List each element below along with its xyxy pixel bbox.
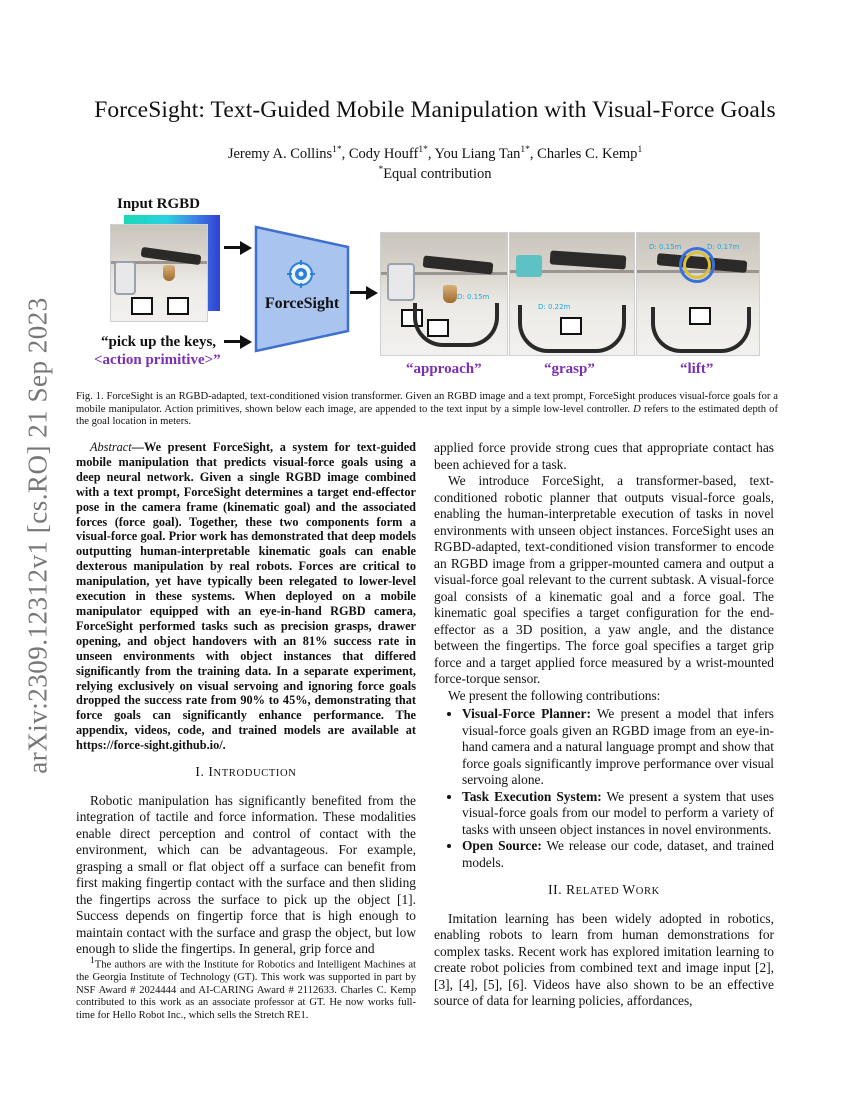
author-affil-mark: 1* <box>520 145 530 155</box>
author-affil-mark: 1 <box>637 145 643 155</box>
contribution-intro-paragraph: We introduce ForceSight, a transformer-based, text-conditioned robotic planner that outputs visual-force goals, enabling the human-interpretable execution of tasks in novel environments with unseen object instances. ForceSight uses an RGBD-adapted, text-conditioned vision transformer to encode an RGBD image from a gripper-mounted camera and output a visual-force goal relevant to the current subtask. A visual-force goal consists of a kinematic goal and a force goal. The kinematic goal specifies a target configuration for the end-effector as a 3D position, a yaw angle, and the distance between the fingertips. The force goal specifies a target grip force and a target applied force measured by a wrist-mounted force-torque sensor. <box>434 473 774 686</box>
output-image-approach <box>380 232 508 356</box>
section-heading-introduction: I. INTRODUCTION <box>195 764 297 780</box>
arxiv-stamp-text: arXiv:2309.12312v1 [cs.RO] 21 Sep 2023 <box>22 296 53 774</box>
output-image-grasp <box>509 232 635 356</box>
author-affil-mark: 1* <box>418 145 428 155</box>
equal-mark: * <box>378 165 384 175</box>
list-item: • Visual-Force Planner: We present a model that infers visual-force goals given an RGBD image from an eye-in-hand camera and a natural language prompt and show that force goals significantly improve performance over visual servoing alone. <box>462 706 774 789</box>
author-affil-mark: 1* <box>332 145 342 155</box>
input-rgbd-label: Input RGBD <box>117 196 200 212</box>
prompt-line-1: “pick up the keys, <box>101 334 217 350</box>
forcesight-model-block <box>254 225 350 353</box>
caption-label: Fig. 1. <box>76 391 104 402</box>
author-name: Jeremy A. Collins <box>227 145 333 162</box>
intro-paragraph: Robotic manipulation has significantly benefited from the integration of tactile and force information. These modalities enable direct perception and control of contact with the environment, which can be advantageous. For example, grasping a small or flat object off a surface can benefit from first making fingertip contact with the surface and then sliding the fingertips across the surface to pick up the object [1]. Success depends on fingertip force that is high enough to maintain contact with the surface and grasp the object, but low enough to slide the fingertips. In general, grip force and <box>76 792 416 957</box>
target-icon <box>287 260 315 288</box>
left-column <box>76 440 416 958</box>
arrow-head-icon <box>366 286 378 300</box>
abstract: Abstract—We present ForceSight, a system for text-guided mobile manipulation that predicts visual-force goals using a deep neural network. Given a single RGBD image combined with a text prompt, ForceSight determines a target end-effector pose in the camera frame (kinematic goal) and the associated forces (force goal). Together, these two components form a visual-force goal. Prior work has demonstrated that deep models outputting human-interpretable kinematic goals can enable dexterous manipulation by real robots. Forces are critical to manipulation, yet have typically been relegated to lower-level execution in these systems. When deployed on a mobile manipulator equipped with an eye-in-hand RGBD camera, ForceSight performed tasks such as precision grasps, drawer opening, and object handovers with an 81% success rate in unseen environments with object instances that differed significantly from the training data. In a separate experiment, relying exclusively on visual servoing and ignoring force goals dropped the success rate from 90% to 45%, demonstrating that force goals can significantly enhance performance. The appendix, videos, code, and trained models are available at https://force-sight.github.io/. <box>76 440 416 753</box>
list-item: • Open Source: We release our code, dataset, and trained models. <box>462 838 774 871</box>
prompt-line-2 <box>94 352 221 369</box>
depth-label: D: 0.17m <box>707 243 740 251</box>
output-image-lift <box>636 232 760 356</box>
output-label-lift: “lift” <box>680 361 714 377</box>
contribution-list <box>434 706 774 871</box>
arrow-head-icon <box>240 241 252 255</box>
output-label-approach: “approach” <box>406 361 482 377</box>
depth-label: D: 0.15m <box>457 293 490 301</box>
figure-caption <box>76 391 778 429</box>
contribution-lead: We present the following contributions: <box>448 687 661 703</box>
abstract-lead: Abstract <box>90 440 132 454</box>
input-rgb-image <box>110 224 208 322</box>
forcesight-label: ForceSight <box>264 295 340 312</box>
intro-continuation: applied force provide strong cues that appropriate contact has been achieved for a task. <box>434 440 774 472</box>
section-heading-related-work: II. RELATED WORK <box>548 882 660 897</box>
related-work-paragraph: Imitation learning has been widely adopted in robotics, enabling robots to learn from human demonstrations for complex tasks. Recent work has explored imitation learning to create robot policies from combined text and image input [2], [3], [4], [5], [6]. Videos have also shown to be an effective source of data for learning policies, affordances, <box>434 910 774 1008</box>
paper-title: ForceSight: Text-Guided Mobile Manipulation with Visual-Force Goals <box>94 97 776 123</box>
list-item: • Task Execution System: We present a system that uses visual-force goals from our model to perform a variety of tasks with unseen object instances in novel environments. <box>462 789 774 839</box>
equal-contribution-note <box>60 165 810 183</box>
equal-text: Equal contribution <box>383 165 492 182</box>
footnote-text: The authors are with the Institute for Robotics and Intelligent Machines at the Georgia Institute of Technology (GT). This work was supported in part by NSF Award # 2024444 and AI-CARING Award # 2112633. Charles C. Kemp contributed to this work as an associate professor at GT. He now works full-time for Hello Robot Inc., which sells the Stretch RE1. <box>76 959 416 1021</box>
depth-label: D: 0.15m <box>649 243 682 251</box>
caption-text-a: ForceSight is an RGBD-adapted, text-conditioned vision transformer. Given an RGBD image and a text prompt, ForceSight produces visual-force goals for a mobile manipulator. Action primitives, shown below each image, are appended to the text input by a simple low-level controller. <box>76 391 778 415</box>
abstract-text: We present ForceSight, a system for text-guided mobile manipulation that predicts visual-force goals using a deep neural network. Given a single RGBD image combined with a text prompt, ForceSight determines a target end-effector pose in the camera frame (kinematic goal) and the associated forces (force goal). Together, these two components form a visual-force goal. Prior work has demonstrated that deep models outputting human-interpretable kinematic goals can enable dexterous manipulation by real robots. Forces are critical to manipulation, yet have typically been relegated to lower-level execution in these systems. When deployed on a mobile manipulator equipped with an eye-in-hand RGBD camera, ForceSight performed tasks such as precision grasps, drawer opening, and object handovers with an 81% success rate in unseen environments with object instances that differed significantly from the training data. In a separate experiment, relying exclusively on visual servoing and ignoring force goals dropped the success rate from 90% to 45%, demonstrating that force goals can significantly enhance performance. The appendix, videos, code, and trained models are available at https://force-sight.github.io/. <box>76 440 416 753</box>
footnote-mark: 1 <box>90 956 95 966</box>
right-column <box>434 440 774 1010</box>
arrow-head-icon <box>240 335 252 349</box>
caption-text-b: refers to the estimated depth of the goal location in meters. <box>76 403 778 428</box>
output-label-grasp: “grasp” <box>544 361 595 377</box>
depth-label: D: 0.22m <box>538 303 571 311</box>
figure-1 <box>0 190 850 380</box>
caption-var: D <box>633 403 641 415</box>
footnote <box>76 955 416 1023</box>
author-name: You Liang Tan <box>434 145 521 162</box>
author-list: Jeremy A. Collins$^{1*}$, Cody Houff$^{1*}$, You Liang Tan$^{1*}$, Charles C. Kemp$^1$ <box>227 145 643 162</box>
author-name: Charles C. Kemp <box>537 145 638 162</box>
author-name: Cody Houff <box>348 145 419 162</box>
action-primitive-placeholder: <action primitive>” <box>94 352 221 368</box>
